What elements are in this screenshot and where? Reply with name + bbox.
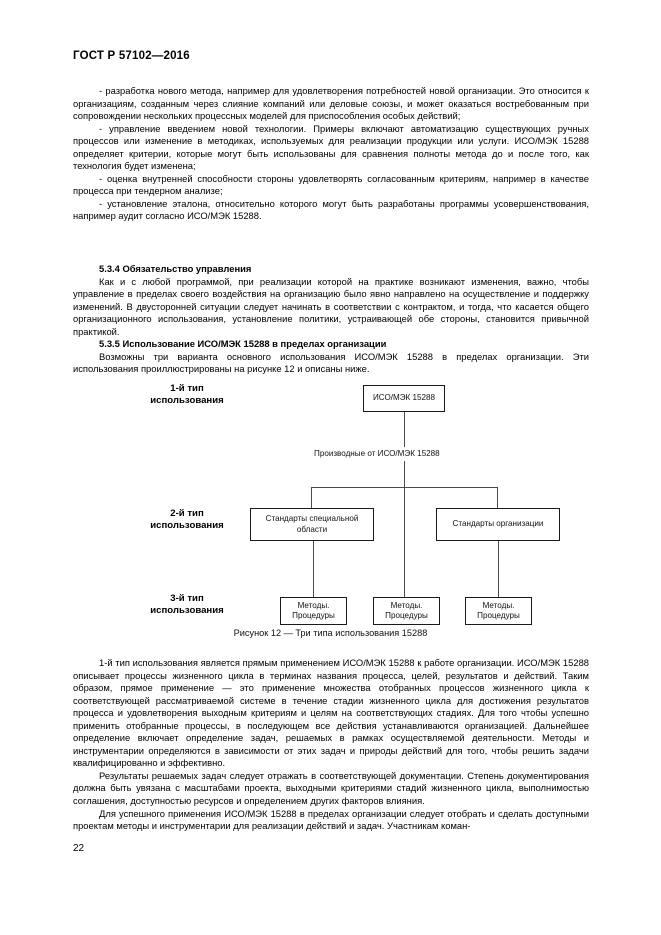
figure-tier-label-3-line1: 3-й тип <box>170 593 204 604</box>
paragraph-bullet-benchmark: - установление эталона, относительно которого могут быть разработаны программы усовершенствования, например аудит согласно ИСО/МЭК 15288. <box>73 197 589 222</box>
figure-tier-label-3-line2: использования <box>150 605 224 617</box>
figure-node-methods-1-line1: Методы. <box>297 600 330 610</box>
figure-tier-label-3 <box>117 593 257 618</box>
figure-node-methods-3-line1: Методы. <box>482 600 515 610</box>
connector-root-down-lower <box>404 461 405 487</box>
figure-tier-label-1-line2: использования <box>150 395 224 407</box>
figure-node-methods-1-line2: Процедуры <box>292 611 335 620</box>
figure-node-iso-iec-15288: ИСО/МЭК 15288 <box>363 385 445 412</box>
paragraph-5-3-5: Возможны три варианта основного использования ИСО/МЭК 15288 в пределах организации. Эти использования проиллюстрированы на рисунке 12 и описаны ниже. <box>73 350 589 375</box>
figure-tier-label-2-line1: 2-й тип <box>170 508 204 519</box>
figure-tier-label-2 <box>117 508 257 533</box>
figure-edge-label-derived: Производные от ИСО/МЭК 15288 <box>311 449 443 458</box>
section-heading-5-3-4: 5.3.4 Обязательство управления <box>99 263 252 274</box>
paragraph-bullet-assessment: - оценка внутренней способности стороны удовлетворять согласованным критериям, например в качестве процесса при тендерном анализе; <box>73 172 589 197</box>
figure-12-three-usage-types <box>0 375 661 645</box>
figure-node-methods-3-line2: Процедуры <box>477 611 520 620</box>
figure-node-methods-2-line1: Методы. <box>390 600 423 610</box>
paragraph-usage-type-1: 1-й тип использования является прямым применением ИСО/МЭК 15288 к работе организации. ИСО/МЭК 15288 описывает процессы жизненного цикла в терминах названия процесса, целей, результатов и действий. Таким образом, прямое применение — это применение множества отобранных процессов жизненного цикла к соответствующей рассматриваемой системе в течение стадии жизненного цикла для достижения результатов процесса и удовлетворения выходным критериям и целям на соответствующих стадиях. Для того чтобы успешно применить отобранные процессы, в последующем все действия устанавливаются организацией. Дальнейшее определение включает определение задач, решаемых в рамках осуществляемой деятельности. Методы и инструментарии определяются в зависимости от этих задач и природы действий для того, чтобы решить задачи квалифицированно и эффективно. <box>73 657 589 769</box>
connector-branch-center <box>404 487 405 597</box>
figure-caption: Рисунок 12 — Три типа использования 15288 <box>233 628 428 638</box>
page-number: 22 <box>73 843 85 854</box>
paragraph-documentation: Результаты решаемых задач следует отражать в соответствующей документации. Степень документирования должна быть увязана с масштабами проекта, выходными критериями стадий жизненного цикла, выполнимостью соглашения, доступностью ресурсов и определением других факторов влияния. <box>73 769 589 807</box>
figure-node-methods-procedures-1 <box>280 597 347 625</box>
figure-tier-label-2-line2: использования <box>150 520 224 532</box>
body-text-block-upper <box>73 85 589 223</box>
section-heading-5-3-5: 5.3.5 Использование ИСО/МЭК 15288 в пределах организации <box>99 338 387 350</box>
paragraph-bullet-new-tech: - управление введением новой технологии. Примеры включают автоматизацию существующих ручных процессов или изменение в методиках, используемых для реализации продукции или услуги. ИСО/МЭК 15288 определяет критерии, которые могут быть использованы для сравнения полноты метода до и после того, как технология будет изменена; <box>73 122 589 172</box>
figure-tier-label-1-line1: 1-й тип <box>170 383 204 394</box>
figure-tier-label-1 <box>117 383 257 408</box>
figure-node-domain-standards: Стандарты специальной области <box>250 508 374 541</box>
connector-branch-left <box>311 487 312 508</box>
paragraph-5-3-4: Как и с любой программой, при реализации которой на практике возникают изменения, важно, чтобы управление в пределах своего воздействия на организацию было явно направлено на осуществление и поддержку изменений. В двусторонней ситуации следует начинать в соответствии с контрактом, и тогда, что касается общего организационного использования, установление политики, устраивающей обе стороны, становится привычной практикой. <box>73 275 589 337</box>
body-text-block-lower <box>73 657 589 833</box>
paragraph-methods-tools: Для успешного применения ИСО/МЭК 15288 в пределах организации следует отобрать и сделать доступными проектам методы и инструментарии для реализации действий и задач. Участникам коман- <box>73 807 589 832</box>
paragraph-bullet-new-method: - разработка нового метода, например для удовлетворения потребностей новой организации. Это относится к организациям, созданным через слияние компаний или деловые союзы, и может оказаться востребованным при сопровождении нескольких процессных моделей для приспособления особых действий; <box>73 85 589 122</box>
body-text-block-sections <box>73 263 589 376</box>
connector-tier2-left-down <box>313 541 314 597</box>
figure-node-methods-procedures-3 <box>465 597 532 625</box>
connector-tier2-right-down <box>498 541 499 597</box>
connector-root-down-upper <box>404 412 405 447</box>
figure-node-methods-procedures-2 <box>373 597 440 625</box>
figure-node-methods-2-line2: Процедуры <box>385 611 428 620</box>
document-header-standard-id: ГОСТ Р 57102—2016 <box>73 50 190 62</box>
figure-node-organization-standards: Стандарты организации <box>436 508 560 541</box>
connector-branch-right <box>497 487 498 508</box>
